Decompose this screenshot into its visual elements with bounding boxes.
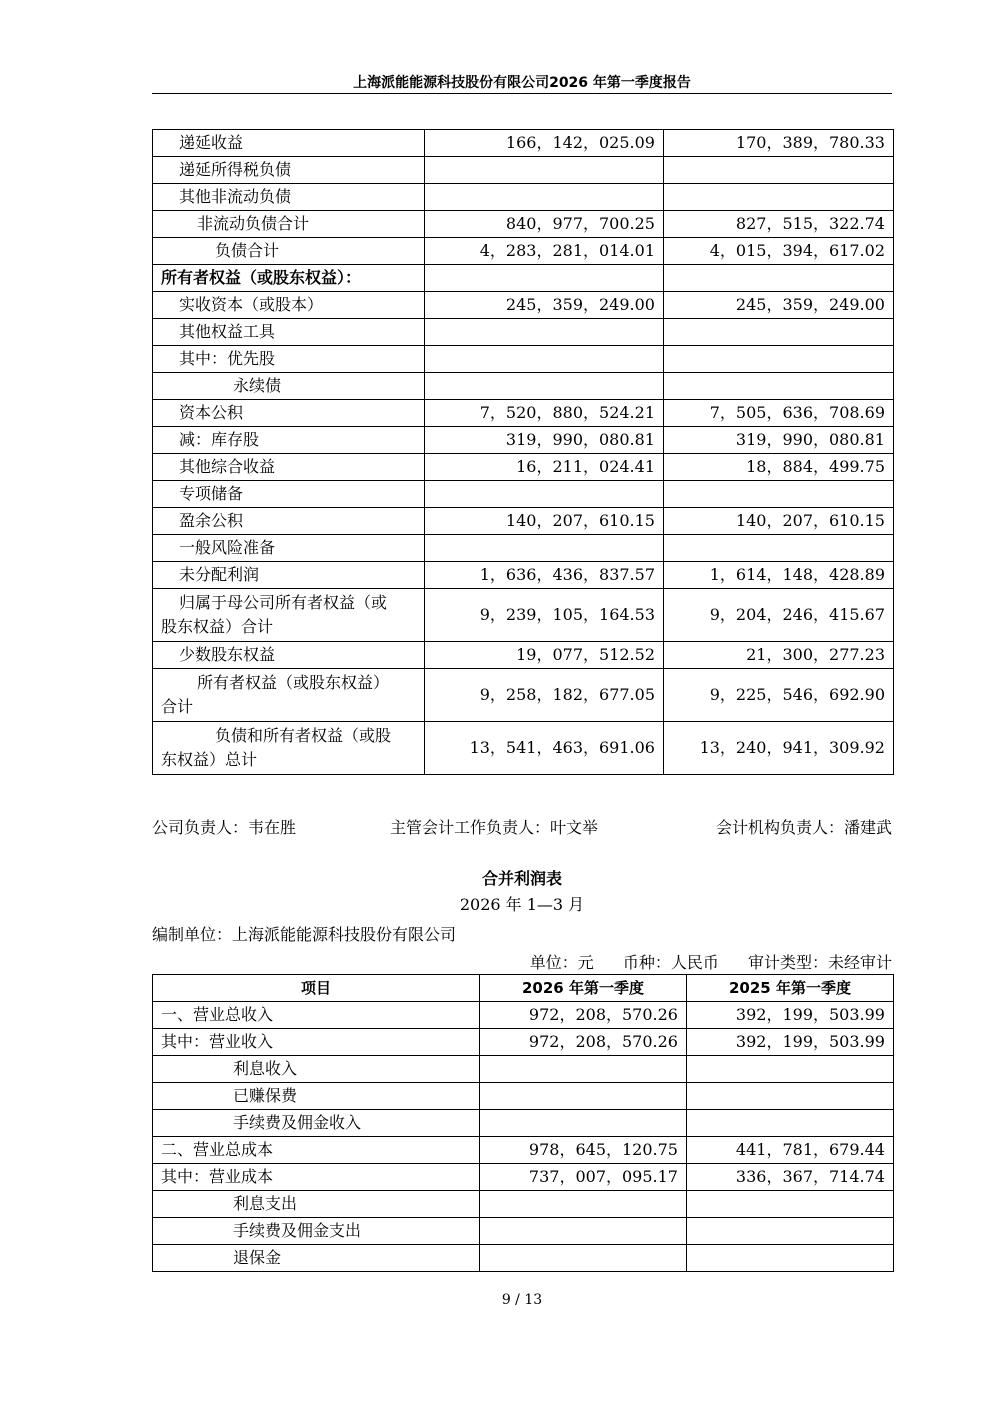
current-value: 7，520，880，524.21 [425,400,664,427]
previous-value: 9，204，246，415.67 [664,589,894,642]
row-label: 一、营业总收入 [153,1002,480,1029]
current-value: 1，636，436，837.57 [425,562,664,589]
previous-value [687,1083,894,1110]
table-row [153,1164,894,1191]
table-row [153,1083,894,1110]
previous-value: 140，207，610.15 [664,508,894,535]
previous-value [687,1110,894,1137]
current-value [425,319,664,346]
row-label: 实收资本（或股本） [153,292,425,319]
row-label: 负债合计 [153,238,425,265]
row-label: 递延收益 [153,130,425,157]
balance-sheet-table [152,129,894,775]
row-label: 盈余公积 [153,508,425,535]
previous-value: 13，240，941，309.92 [664,722,894,775]
table-row [153,1245,894,1272]
report-header: 上海派能能源科技股份有限公司2026 年第一季度报告 [353,75,691,91]
current-value [480,1110,687,1137]
current-value [480,1218,687,1245]
current-value [480,1191,687,1218]
row-label-line: 合计 [161,697,194,716]
previous-value: 827，515，322.74 [664,211,894,238]
current-value [425,373,664,400]
table-row [153,722,894,775]
table-row [153,157,894,184]
previous-value [664,535,894,562]
row-label: 其他非流动负债 [153,184,425,211]
row-label: 已赚保费 [153,1083,480,1110]
current-value [425,184,664,211]
table-row [153,562,894,589]
current-value: 166，142，025.09 [425,130,664,157]
current-value [425,157,664,184]
row-label: 非流动负债合计 [153,211,425,238]
unit-label: 单位：元 [529,953,594,972]
table-row [153,400,894,427]
table-row [153,319,894,346]
previous-value [664,346,894,373]
previous-value: 18，884，499.75 [664,454,894,481]
page-number: 9 / 13 [501,1292,543,1308]
column-header: 2026 年第一季度 [480,975,687,1002]
table-row [153,508,894,535]
previous-value [687,1218,894,1245]
table-row [153,1191,894,1218]
accounting-head: 主管会计工作负责人：叶文举 [390,818,599,837]
statement-title: 合并利润表 [481,869,562,888]
previous-value: 392，199，503.99 [687,1029,894,1056]
current-value [425,346,664,373]
row-label: 其中：优先股 [153,346,425,373]
current-value: 978，645，120.75 [480,1137,687,1164]
table-row [153,589,894,642]
row-label: 手续费及佣金支出 [153,1218,480,1245]
previous-value [664,319,894,346]
table-row [153,184,894,211]
previous-value: 170，389，780.33 [664,130,894,157]
table-row [153,1110,894,1137]
row-label [153,722,425,775]
signature-line [152,815,892,837]
table-row [153,373,894,400]
row-label: 退保金 [153,1245,480,1272]
row-label: 减：库存股 [153,427,425,454]
previous-value: 392，199，503.99 [687,1002,894,1029]
previous-value: 1，614，148，428.89 [664,562,894,589]
previous-value [664,157,894,184]
table-row [153,642,894,669]
current-value [480,1245,687,1272]
row-label-line: 股东权益）合计 [161,617,274,636]
row-label [153,669,425,722]
income-statement-table [152,974,894,1272]
table-header-row [153,975,894,1002]
table-row [153,481,894,508]
table-row [153,1218,894,1245]
current-value: 16，211，024.41 [425,454,664,481]
column-header: 2025 年第一季度 [687,975,894,1002]
row-label: 其他权益工具 [153,319,425,346]
table-row [153,265,894,292]
row-label [153,589,425,642]
row-label: 递延所得税负债 [153,157,425,184]
company-head: 公司负责人：韦在胜 [152,818,297,837]
previous-value [664,184,894,211]
current-value [480,1083,687,1110]
previous-value: 4，015，394，617.02 [664,238,894,265]
previous-value [664,373,894,400]
statement-period: 2026 年 1—3 月 [459,895,585,914]
row-label: 其中：营业成本 [153,1164,480,1191]
column-header: 项目 [153,975,480,1002]
row-label: 其中：营业收入 [153,1029,480,1056]
table-row [153,1137,894,1164]
previous-value [687,1191,894,1218]
row-label-line: 东权益）总计 [161,750,258,769]
table-row [153,535,894,562]
table-row [153,346,894,373]
current-value [480,1056,687,1083]
row-label-line: 归属于母公司所有者权益（或 [179,593,388,612]
current-value: 319，990，080.81 [425,427,664,454]
current-value: 9，239，105，164.53 [425,589,664,642]
previous-value [687,1056,894,1083]
header-divider [152,93,892,94]
row-label: 未分配利润 [153,562,425,589]
previous-value: 319，990，080.81 [664,427,894,454]
table-row [153,427,894,454]
previous-value [664,481,894,508]
current-value: 840，977，700.25 [425,211,664,238]
previous-value: 21，300，277.23 [664,642,894,669]
row-label: 一般风险准备 [153,535,425,562]
table-row [153,454,894,481]
row-label: 其他综合收益 [153,454,425,481]
row-label-line: 负债和所有者权益（或股 [215,726,392,745]
row-label: 永续债 [153,373,425,400]
current-value: 972，208，570.26 [480,1002,687,1029]
current-value: 245，359，249.00 [425,292,664,319]
table-row [153,1002,894,1029]
current-value [425,535,664,562]
current-value: 19，077，512.52 [425,642,664,669]
previous-value [664,265,894,292]
table-row [153,1029,894,1056]
row-label: 手续费及佣金收入 [153,1110,480,1137]
previous-value: 441，781，679.44 [687,1137,894,1164]
institution-head: 会计机构负责人：潘建武 [715,818,892,837]
previous-value: 7，505，636，708.69 [664,400,894,427]
statement-meta [506,950,892,973]
currency-label: 币种：人民币 [622,953,719,972]
row-label: 资本公积 [153,400,425,427]
table-row [153,130,894,157]
current-value: 13，541，463，691.06 [425,722,664,775]
row-label: 二、营业总成本 [153,1137,480,1164]
row-label: 专项储备 [153,481,425,508]
table-row [153,1056,894,1083]
current-value: 140，207，610.15 [425,508,664,535]
row-label: 利息支出 [153,1191,480,1218]
current-value [425,481,664,508]
previous-value [687,1245,894,1272]
table-row [153,292,894,319]
previous-value: 9，225，546，692.90 [664,669,894,722]
section-heading: 所有者权益（或股东权益）： [153,265,425,292]
current-value [425,265,664,292]
table-row [153,238,894,265]
compiler-line: 编制单位：上海派能能源科技股份有限公司 [152,925,457,944]
row-label: 利息收入 [153,1056,480,1083]
current-value: 9，258，182，677.05 [425,669,664,722]
current-value: 737，007，095.17 [480,1164,687,1191]
row-label-line: 所有者权益（或股东权益） [197,673,390,692]
audit-label: 审计类型：未经审计 [747,953,892,972]
row-label: 少数股东权益 [153,642,425,669]
current-value: 4，283，281，014.01 [425,238,664,265]
previous-value: 245，359，249.00 [664,292,894,319]
table-row [153,211,894,238]
previous-value: 336，367，714.74 [687,1164,894,1191]
table-row [153,669,894,722]
current-value: 972，208，570.26 [480,1029,687,1056]
